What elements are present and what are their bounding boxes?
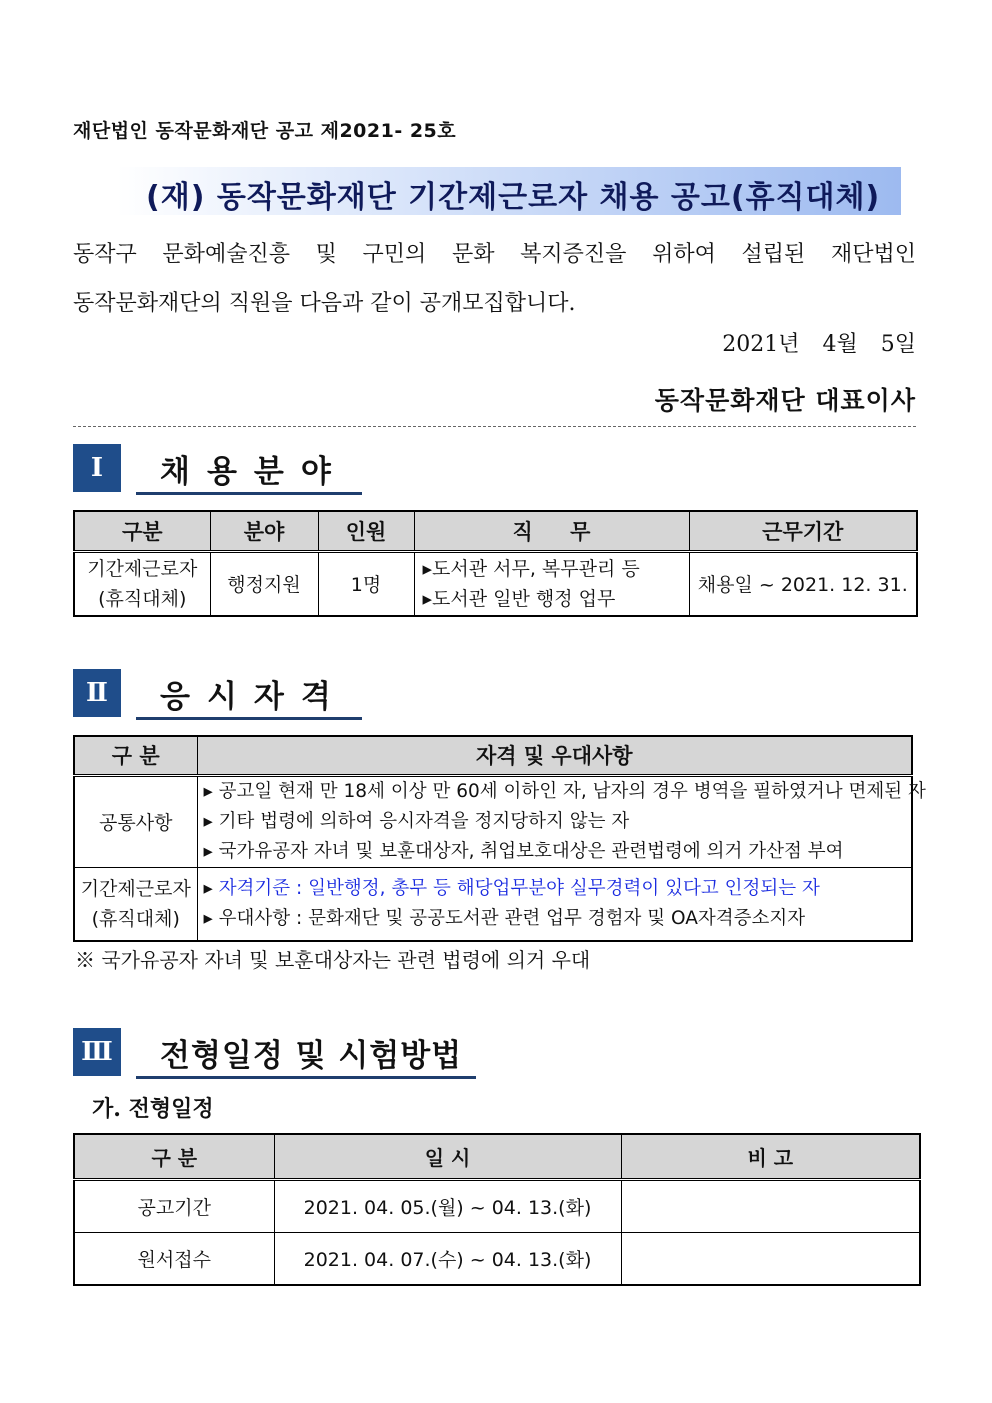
temp-label-line-2: (휴직대체) [91, 907, 180, 930]
row-count: 1명 [318, 551, 414, 616]
header-field: 분야 [210, 511, 318, 551]
header-category: 구 분 [74, 1134, 274, 1179]
schedule-label: 원서접수 [74, 1232, 274, 1285]
intro-line-2: 동작문화재단의 직원을 다음과 같이 공개모집합니다. [73, 291, 576, 316]
table-row [74, 775, 912, 867]
common-label: 공통사항 [74, 775, 197, 867]
schedule-table [73, 1133, 921, 1286]
header-duty: 직 무 [414, 511, 689, 551]
header-category: 구분 [74, 511, 210, 551]
divider [73, 426, 916, 427]
temp-item-1-text: 자격기준 : 일반행정, 총무 등 해당업무분야 실무경력이 있다고 인정되는 자 [218, 877, 820, 899]
header-count: 인원 [318, 511, 414, 551]
header-qualification: 자격 및 우대사항 [197, 736, 912, 775]
temp-item-1 [204, 874, 912, 904]
schedule-remark [621, 1232, 920, 1285]
note: ※ 국가유공자 자녀 및 보훈대상자는 관련 법령에 의거 우대 [75, 948, 591, 972]
row-category [74, 551, 210, 616]
section-1-numeral: Ⅰ [73, 444, 121, 492]
schedule-datetime: 2021. 04. 07.(수) ~ 04. 13.(화) [274, 1232, 621, 1285]
schedule-remark [621, 1179, 920, 1232]
header-remark: 비 고 [621, 1134, 920, 1179]
table-row [74, 551, 917, 616]
section-2-numeral: Ⅱ [73, 669, 121, 717]
duty-2: ▸도서관 일반 행정 업무 [422, 587, 616, 610]
page-title: (재) 동작문화재단 기간제근로자 채용 공고(휴직대체) [146, 180, 881, 215]
table-row [74, 867, 912, 941]
intro-line-1: 동작구 문화예술진흥 및 구민의 문화 복지증진을 위하여 설립된 재단법인 [73, 242, 916, 267]
row-field: 행정지원 [210, 551, 318, 616]
temp-label-line-1: 기간제근로자 [80, 877, 191, 900]
row-duty [414, 551, 689, 616]
duty-1: ▸도서관 서무, 복무관리 등 [422, 557, 640, 580]
temp-item-1-arrow: ▸ [203, 877, 213, 899]
common-item-1: ▸ 공고일 현재 만 18세 이상 만 60세 이하인 자, 남자의 경우 병역을 필하였거나 면제된 자 [203, 780, 926, 802]
temp-item-2: ▸ 우대사항 : 문화재단 및 공공도서관 관련 업무 경험자 및 OA자격증소지자 [203, 907, 806, 929]
temp-items [197, 867, 912, 941]
section-1-title: 채용분야 [136, 444, 362, 495]
category-line-2: (휴직대체) [98, 587, 187, 610]
issuer: 동작문화재단 대표이사 [654, 386, 916, 415]
header-period: 근무기간 [689, 511, 917, 551]
section-3-title: 전형일정 및 시험방법 [136, 1028, 476, 1079]
notice-number: 재단법인 동작문화재단 공고 제2021- 25호 [73, 120, 457, 142]
common-items [197, 775, 926, 867]
schedule-datetime: 2021. 04. 05.(월) ~ 04. 13.(화) [274, 1179, 621, 1232]
common-item-3: ▸ 국가유공자 자녀 및 보훈대상자, 취업보호대상은 관련법령에 의거 가산점 부여 [203, 840, 844, 862]
recruitment-table [73, 510, 918, 617]
notice-date: 2021년 4월 5일 [722, 332, 916, 357]
header-category: 구 분 [74, 736, 197, 775]
row-period: 채용일 ~ 2021. 12. 31. [689, 551, 917, 616]
table-row [74, 1179, 920, 1232]
section-3-numeral: Ⅲ [73, 1028, 121, 1076]
section-2-title: 응시자격 [136, 669, 362, 720]
common-item-2: ▸ 기타 법령에 의하여 응시자격을 정지당하지 않는 자 [203, 810, 630, 832]
subheading-schedule: 가. 전형일정 [92, 1096, 214, 1122]
header-datetime: 일 시 [274, 1134, 621, 1179]
category-line-1: 기간제근로자 [87, 557, 198, 580]
schedule-label: 공고기간 [74, 1179, 274, 1232]
qualification-table [73, 735, 926, 942]
table-row [74, 1232, 920, 1285]
temp-label [74, 867, 197, 941]
